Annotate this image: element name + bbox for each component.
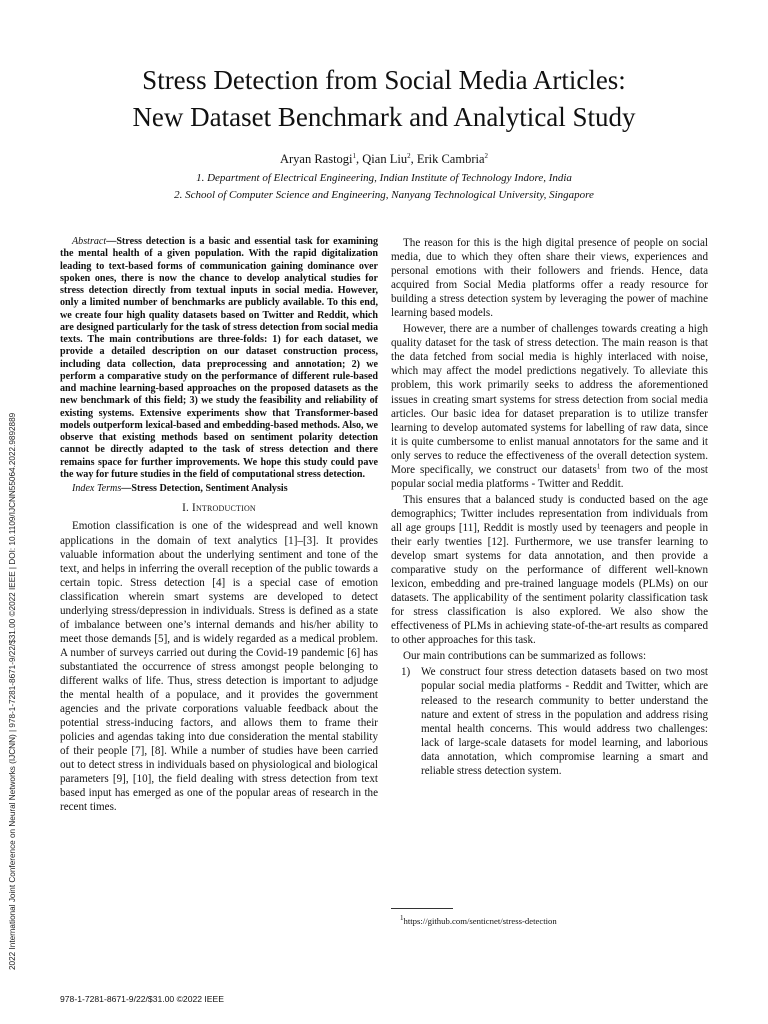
body-paragraph-1: The reason for this is the high digital presence of people on social media, due to which they often share their views, experiences and personal emotions with their followers and friends. Hence, data acquired from Social Media platforms offer a ready resource for building a stress detection system by leveraging the power of machine learning based models. <box>391 237 708 320</box>
author-name: Erik Cambria <box>416 152 485 166</box>
body-paragraph-2-text-end: from two of the most popular social media platforms - Twitter and Reddit. <box>391 463 708 490</box>
paper-title <box>0 62 768 136</box>
footnote-link[interactable]: https://github.com/senticnet/stress-detection <box>403 916 557 926</box>
affiliation-2: 2. School of Computer Science and Engineering, Nanyang Technological University, Singapore <box>174 189 594 201</box>
footnote-mark: 1 <box>400 914 404 923</box>
body-paragraph-2-text: However, there are a number of challenges towards creating a high quality dataset for the task of stress detection. The main reason is that the data fetched from social media is highly interlaced with noise, which may affect the model predictions negatively. To alleviate this problem, this work primarily seeks to address the aforementioned issues in creating smart systems for stress detection from social media articles. Our basic idea for dataset preparation is to utilize transfer learning to develop automated systems for labelling of raw data, since it is quite cumbersome to enlist manual annotators for the same and it only serves to reduce the effectiveness of the overall detection system. More specifically, we construct our datasets <box>391 323 708 476</box>
author-name: Aryan Rastogi <box>279 152 353 166</box>
body-paragraph-4: Our main contributions can be summarized as follows: <box>403 650 647 663</box>
contribution-text: We construct four stress detection datasets based on two most popular social media platforms - Reddit and Twitter, which are released to the research community to better understand the nature and extent of stress in the population and address rising mental health concerns. This would address two challenges: lack of large-scale datasets for model learning, and laborious data annotation, which compromise learning a smart and reliable stress detection system. <box>421 666 708 777</box>
index-terms <box>60 483 378 495</box>
right-column <box>391 236 708 778</box>
contribution-item <box>391 665 708 777</box>
section-title: Introduction <box>192 502 256 515</box>
paper-title-line-2: New Dataset Benchmark and Analytical Study <box>132 102 636 132</box>
author-affiliation-mark: 2 <box>484 151 489 160</box>
contribution-number: 1) <box>401 666 411 679</box>
footnote <box>400 916 557 926</box>
author-name: Qian Liu <box>362 152 408 166</box>
conference-sidebar-text: 2022 International Joint Conference on Neural Networks (IJCNN) | 978-1-7281-8671-9/22/$31.00 ©2022 IEEE | DOI: 10.1109/IJCNN55064.2022.9892889 <box>8 412 17 970</box>
abstract <box>60 236 378 481</box>
index-terms-dash: — <box>121 483 132 494</box>
section-heading-introduction <box>60 501 378 515</box>
body-paragraph-3: This ensures that a balanced study is conducted based on the age demographics; Twitter includes representation from individuals from all age groups [11], Reddit is mostly used by teenagers and people in their early twenties [12]. Furthermore, we use transfer learning to develop smart systems for data annotation, and then provide a comparative study on the performance of different well-known lexicon, embedding and pre-trained language models (PLMs) on our datasets. The applicability of the sentiment polarity classification task for stress classification is also explored. We also show the effectiveness of PLMs in achieving state-of-the-art results as compared to other approaches for this task. <box>391 493 708 647</box>
abstract-text: Stress detection is a basic and essential task for examining the mental health of a given population. With the rapid digitalization leading to text-based forms of communication gaining dominance over spoken ones, there is now the chance to develop analytical studies for stress detection directly from textual inputs in social media. However, only a limited number of benchmarks are publicly available. To this end, we create four high quality datasets based on Twitter and Reddit, which are designed particularly for the task of stress detection from social media texts. The main contributions are three-folds: 1) for each dataset, we provide a detailed description on our dataset construction process, including data collection, data preprocessing and annotation; 2) we perform a comparative study on the performance of different rule-based and machine learning-based approaches on the proposed datasets as the new benchmark of this field; 3) we study the feasibility and reliability of existing systems. Extensive experiments show that Transformer-based models outperform lexical-based and embedding-based methods. Also, we observe that existing methods based on sentiment polarity detection cannot be directly adapted to the task of stress detection and there remains space for further improvements. We hope this study could pave the way for future studies in the field of computational stress detection. <box>60 236 379 480</box>
abstract-label: Abstract <box>72 236 107 247</box>
body-paragraph-2 <box>391 322 708 491</box>
footnote-ref: 1 <box>596 462 601 471</box>
abstract-dash: — <box>106 236 117 247</box>
section-numeral: I. <box>182 502 190 515</box>
intro-paragraph: Emotion classification is one of the widespread and well known applications in the domain of text analytics [1]–[3]. It provides valuable information about the underlying sentiment and tone of the text, and helps in inferring the overall reception of the public towards a certain topic. Stress detection [4] is a special case of emotion classification wherein smart systems are developed to detect underlying stress/depression in individuals. Stress is defined as a state of imbalance between one’s internal demands and his/her ability to meet those demands [5], and is widely regarded as a medical problem. A number of surveys carried out during the Covid-19 pandemic [6] has substantiated the occurrence of stress amongst people belonging to different walks of life. Thus, stress detection is important to adjudge the mental health of a populace, and it provides the government agencies and the private corporations valuable feedback about the potential stress-inducing factors, and allows them to frame their policies and agendas taking into due consideration the mental stability of their people [7], [8]. While a number of studies have been carried out to detect stress in individuals based on physiological and biological parameters [9], [10], the field dealing with stress detection from text based input has emerged as one of the popular areas of research in the recent times. <box>60 520 378 814</box>
author-affiliation-mark: 1 <box>352 151 357 160</box>
affiliation-1: 1. Department of Electrical Engineering, Indian Institute of Technology Indore, India <box>196 172 572 184</box>
paper-title-line-1: Stress Detection from Social Media Articles: <box>142 65 626 95</box>
author-separator: , <box>356 152 363 166</box>
footnote-divider <box>391 908 453 909</box>
index-terms-text: Stress Detection, Sentiment Analysis <box>131 483 288 494</box>
author-separator: , <box>410 152 417 166</box>
author-list <box>0 152 768 167</box>
index-terms-label: Index Terms <box>72 483 122 494</box>
left-column <box>60 236 378 816</box>
author-affiliation-mark: 2 <box>407 151 411 160</box>
page-footer: 978-1-7281-8671-9/22/$31.00 ©2022 IEEE <box>60 994 225 1004</box>
